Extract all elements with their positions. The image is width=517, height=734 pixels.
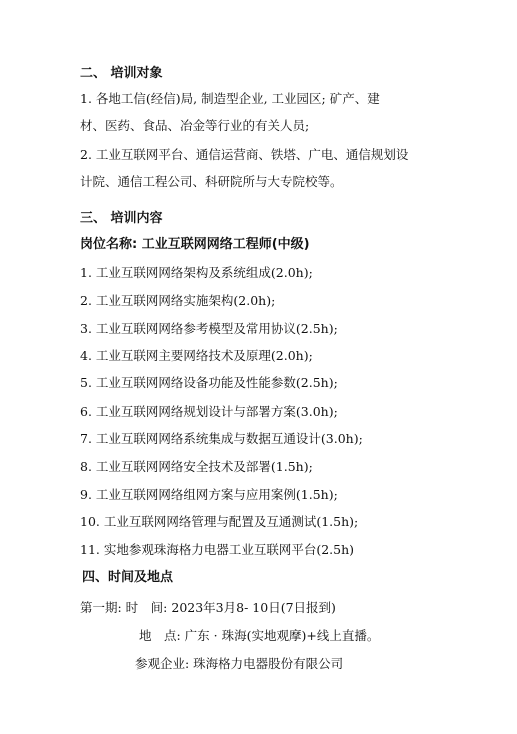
position-title: 岗位名称: 工业互联网网络工程师(中级) <box>80 237 310 252</box>
content-item: 4. 工业互联网主要网络技术及原理(2.0h); <box>80 348 313 363</box>
content-item: 6. 工业互联网网络规划设计与部署方案(3.0h); <box>80 404 338 419</box>
section-heading-time-location: 四、时间及地点 <box>82 570 174 585</box>
target-item-line: 材、医药、食品、冶金等行业的有关人员; <box>80 118 310 133</box>
content-item: 11. 实地参观珠海格力电器工业互联网平台(2.5h) <box>80 542 355 557</box>
section-heading-training-targets: 二、 培训对象 <box>80 66 163 81</box>
content-item: 8. 工业互联网网络安全技术及部署(1.5h); <box>80 459 313 474</box>
content-item: 9. 工业互联网网络组网方案与应用案例(1.5h); <box>80 487 338 502</box>
content-item: 1. 工业互联网网络架构及系统组成(2.0h); <box>80 265 313 280</box>
content-item: 5. 工业互联网网络设备功能及性能参数(2.5h); <box>80 375 338 390</box>
visit-company: 参观企业: 珠海格力电器股份有限公司 <box>135 656 344 671</box>
target-item-line: 计院、通信工程公司、科研院所与大专院校等。 <box>80 174 343 189</box>
content-item: 10. 工业互联网网络管理与配置及互通测试(1.5h); <box>80 514 359 529</box>
content-item: 2. 工业互联网网络实施架构(2.0h); <box>80 293 276 308</box>
period-time: 第一期: 时 间: 2023年3月8- 10日(7日报到) <box>80 600 336 615</box>
target-item-line: 1. 各地工信(经信)局, 制造型企业, 工业园区; 矿产、建 <box>80 91 380 106</box>
target-item-line: 2. 工业互联网平台、通信运营商、铁塔、广电、通信规划设 <box>80 147 409 162</box>
content-item: 7. 工业互联网网络系统集成与数据互通设计(3.0h); <box>80 431 363 446</box>
period-location: 地 点: 广东 · 珠海(实地观摩)+线上直播。 <box>139 628 380 643</box>
content-item: 3. 工业互联网网络参考模型及常用协议(2.5h); <box>80 321 338 336</box>
section-heading-training-content: 三、 培训内容 <box>80 211 163 226</box>
